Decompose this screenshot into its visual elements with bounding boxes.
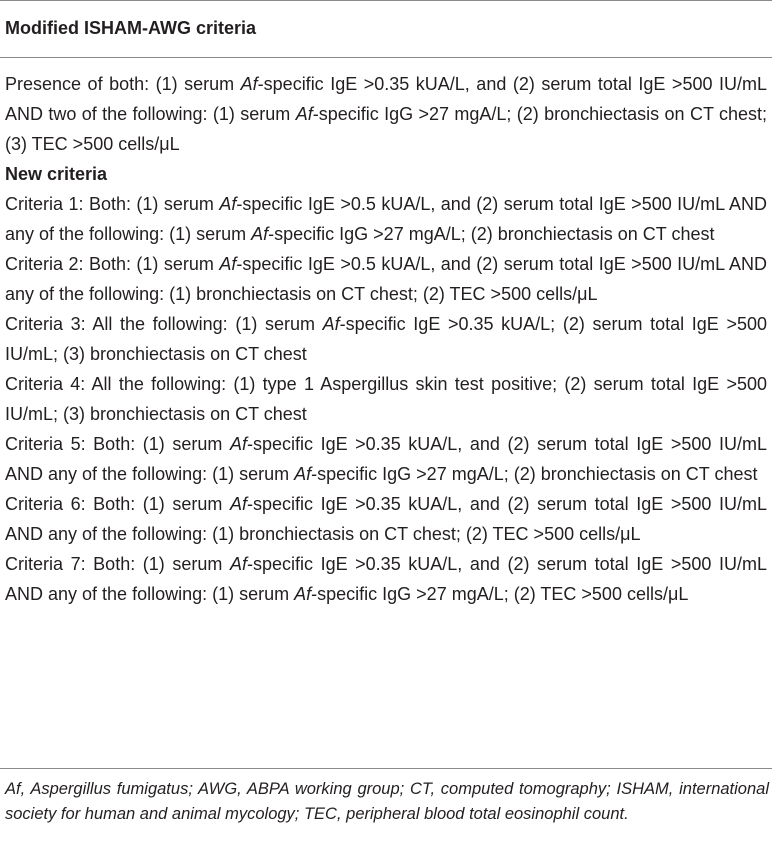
top-rule xyxy=(0,0,772,1)
criteria-row-6: Criteria 6: Both: (1) serum Af-specific IgE >0.35 kUA/L, and (2) serum total IgE >500 IU/mL AND any of the following: (1) bronchiectasis on CT chest; (2) TEC >500 cells/μL xyxy=(5,494,767,544)
footer-rule xyxy=(0,768,772,769)
new-criteria-heading: New criteria xyxy=(5,164,108,184)
table-body xyxy=(5,69,767,609)
criteria-row-7: Criteria 7: Both: (1) serum Af-specific IgE >0.35 kUA/L, and (2) serum total IgE >500 IU/mL AND any of the following: (1) serum Af-specific IgG >27 mgA/L; (2) TEC >500 cells/μL xyxy=(5,554,767,604)
criteria-row-2: Criteria 2: Both: (1) serum Af-specific IgE >0.5 kUA/L, and (2) serum total IgE >500 IU/mL AND any of the following: (1) bronchiectasis on CT chest; (2) TEC >500 cells/μL xyxy=(5,254,767,304)
criteria-row-5: Criteria 5: Both: (1) serum Af-specific IgE >0.35 kUA/L, and (2) serum total IgE >500 IU/mL AND any of the following: (1) serum Af-specific IgG >27 mgA/L; (2) bronchiectasis on CT chest xyxy=(5,434,767,484)
table-header: Modified ISHAM-AWG criteria xyxy=(5,18,257,38)
header-rule xyxy=(0,57,772,58)
existing-criteria-row: Presence of both: (1) serum Af-specific IgE >0.35 kUA/L, and (2) serum total IgE >500 IU/mL AND two of the following: (1) serum Af-specific IgG >27 mgA/L; (2) bronchiectasis on CT chest; (3) TEC >500 cells/μL xyxy=(5,74,767,154)
table-footnote: Af, Aspergillus fumigatus; AWG, ABPA working group; CT, computed tomography; ISHAM, international society for human and animal mycology; TEC, peripheral blood total eosinophil count. xyxy=(5,780,769,823)
criteria-row-1: Criteria 1: Both: (1) serum Af-specific IgE >0.5 kUA/L, and (2) serum total IgE >500 IU/mL AND any of the following: (1) serum Af-specific IgG >27 mgA/L; (2) bronchiectasis on CT chest xyxy=(5,194,767,244)
criteria-row-4: Criteria 4: All the following: (1) type 1 Aspergillus skin test positive; (2) serum total IgE >500 IU/mL; (3) bronchiectasis on CT chest xyxy=(5,374,767,424)
criteria-row-3: Criteria 3: All the following: (1) serum Af-specific IgE >0.35 kUA/L; (2) serum total IgE >500 IU/mL; (3) bronchiectasis on CT chest xyxy=(5,314,767,364)
